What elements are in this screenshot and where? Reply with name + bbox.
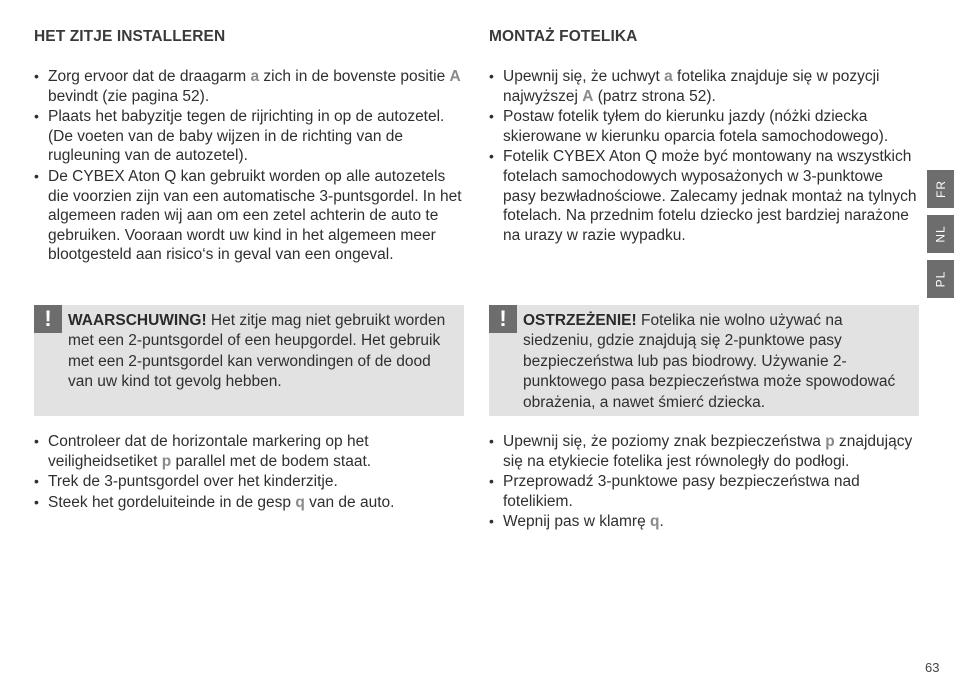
list-item xyxy=(34,67,464,106)
item-text: Trek de 3-puntsgordel over het kinderzitje. xyxy=(48,473,338,491)
list-item xyxy=(489,147,919,245)
warning-title-dutch: WAARSCHUWING! xyxy=(68,312,207,329)
reference-label: q xyxy=(650,513,660,531)
item-text: Fotelik CYBEX Aton Q może być montowany na wszystkich fotelach samochodowych wyposażonych w 3-punktowe pasy bezwładnościowe. Zalecamy jednak montaż na tylnych fotelach. Na przednim fotelu dziecko jest bardziej narażone na urazy w razie wypadku. xyxy=(503,148,917,244)
list-item xyxy=(489,512,919,532)
list-item xyxy=(489,107,919,146)
language-tab-pl[interactable] xyxy=(927,260,954,298)
item-text: Upewnij się, że uchwyt xyxy=(503,68,665,85)
item-text: De CYBEX Aton Q kan gebruikt worden op alle autozetels die voorzien zijn van een automatische 3-puntsgordel. In het algemeen raden wij aan om een zetel achterin de auto te gebruiken. Vooraan wordt uw kind in het algemeen meer blootgesteld aan risico‘s in geval van een ongeval. xyxy=(48,167,462,264)
list-item xyxy=(34,493,464,513)
list-item xyxy=(489,472,919,511)
item-text: Upewnij się, że poziomy znak bezpieczeństwa xyxy=(503,433,826,450)
item-text: Przeprowadź 3-punktowe pasy bezpieczeństwa nad fotelikiem. xyxy=(503,473,860,510)
list-item xyxy=(34,432,464,471)
language-tab-label: FR xyxy=(933,180,948,198)
exclamation-icon: ! xyxy=(489,305,517,333)
warning-title-polish: OSTRZEŻENIE! xyxy=(523,312,637,329)
item-text: van de auto. xyxy=(304,493,395,511)
item-text: Zorg ervoor dat de draagarm xyxy=(48,68,251,85)
list-dutch-steps xyxy=(34,432,464,513)
reference-label: p xyxy=(161,452,172,470)
warning-box-polish xyxy=(489,305,919,416)
item-text: Controleer dat de horizontale markering op het veiligheidsetiket xyxy=(48,433,369,470)
item-text: Postaw fotelik tyłem do kierunku jazdy (nóżki dziecka skierowane w kierunku oparcia fotela samochodowego). xyxy=(503,108,889,145)
heading-polish: MONTAŻ FOTELIKA xyxy=(489,28,638,45)
reference-label: q xyxy=(295,493,305,511)
list-polish-intro xyxy=(489,67,919,246)
item-text: Wepnij pas w klamrę xyxy=(503,513,651,531)
warning-body-dutch: Het zitje mag niet gebruikt worden met een 2-puntsgordel of een heupgordel. Het gebruik met een 2-puntsgordel kan verwondingen of de dood van uw kind tot gevolg hebben. xyxy=(68,312,446,391)
language-tab-label: NL xyxy=(933,225,948,243)
page-number: 63 xyxy=(925,660,940,675)
reference-label: A xyxy=(449,68,461,85)
item-text: parallel met de bodem staat. xyxy=(171,452,372,470)
reference-label: a xyxy=(250,68,260,85)
warning-body-polish: Fotelika nie wolno używać na siedzeniu, gdzie znajdują się 2-punktowe pasy bezpieczeństwa lub pas biodrowy. Używanie 2-punktowego pasa bezpieczeństwa może spowodować obrażenia, a nawet śmierć dziecka. xyxy=(523,312,896,411)
warning-text-dutch xyxy=(68,311,458,393)
list-item xyxy=(489,432,919,471)
reference-label: A xyxy=(582,87,594,105)
list-item xyxy=(34,472,464,492)
exclamation-icon: ! xyxy=(34,305,62,333)
reference-label: a xyxy=(664,68,673,85)
item-text: fotelika znajduje się w pozycji najwyższej xyxy=(503,68,880,105)
heading-dutch: HET ZITJE INSTALLEREN xyxy=(34,28,226,45)
list-dutch-intro xyxy=(34,67,464,266)
list-item xyxy=(489,67,919,106)
item-text: zich in de bovenste positie xyxy=(259,68,450,85)
language-tab-nl[interactable] xyxy=(927,215,954,253)
item-text: (patrz strona 52). xyxy=(593,87,716,105)
warning-text-polish xyxy=(523,311,913,413)
item-text: Steek het gordeluiteinde in de gesp xyxy=(48,493,296,511)
list-item xyxy=(34,107,464,166)
item-text: znajdujący się na etykiecie fotelika jest równoległy do podłogi. xyxy=(503,433,913,470)
list-polish-steps xyxy=(489,432,919,533)
language-tab-fr[interactable] xyxy=(927,170,954,208)
item-text: . xyxy=(659,513,664,531)
item-text: Plaats het babyzitje tegen de rijrichting in op de autozetel. (De voeten van de baby wijzen in de richting van de rugleuning van de autozetel). xyxy=(48,108,445,165)
language-tab-label: PL xyxy=(933,270,948,288)
warning-box-dutch xyxy=(34,305,464,416)
reference-label: p xyxy=(825,433,835,450)
list-item xyxy=(34,167,464,265)
item-text: bevindt (zie pagina 52). xyxy=(48,87,210,105)
